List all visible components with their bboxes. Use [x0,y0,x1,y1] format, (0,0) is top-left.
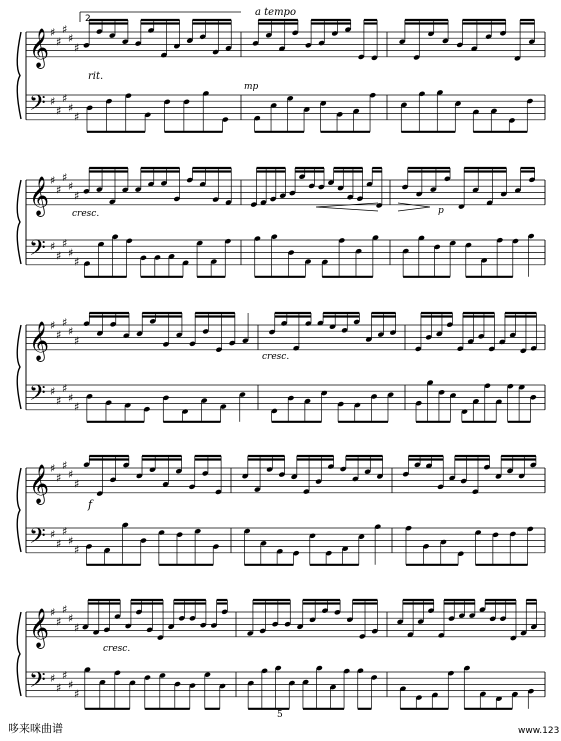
bass-staff [26,668,545,701]
sharp-sign: ♯ [62,458,68,472]
sharp-sign: ♯ [56,471,62,485]
rit-marking: rit. [88,71,104,82]
sharp-sign: ♯ [68,391,74,405]
sharp-sign: ♯ [68,468,74,482]
sharp-sign: ♯ [62,22,68,36]
bass-clef: 𝄢 [29,381,46,411]
sharp-sign: ♯ [74,477,80,491]
sharp-sign: ♯ [68,180,74,194]
f-dynamic: f [88,498,93,511]
brace [17,32,21,119]
treble-clef: 𝄞 [29,321,50,361]
sharp-sign: ♯ [74,189,80,203]
treble-clef: 𝄞 [29,464,50,504]
sharp-sign: ♯ [56,537,62,551]
bass-clef: 𝄢 [29,91,46,121]
sharp-sign: ♯ [56,35,62,49]
sharp-sign: ♯ [50,174,56,187]
mp-dynamic: mp [244,82,259,92]
sharp-sign: ♯ [62,382,68,396]
sharp-sign: ♯ [50,462,56,475]
volta-label: 2. [85,14,94,24]
sharp-sign: ♯ [68,678,74,692]
sharp-sign: ♯ [62,170,68,184]
sharp-sign: ♯ [74,621,80,635]
treble-clef: 𝄞 [29,608,50,648]
sharp-sign: ♯ [50,95,56,109]
sharp-sign: ♯ [74,687,80,701]
sharp-sign: ♯ [68,101,74,115]
sharp-sign: ♯ [50,606,56,619]
system-2 [17,168,545,277]
page-number: 5 [277,710,283,720]
sharp-sign: ♯ [50,385,56,399]
site-url: www.123 [518,726,560,736]
sharp-sign: ♯ [62,669,68,683]
p-dynamic: p [438,206,444,216]
sharp-sign: ♯ [74,400,80,414]
sharp-sign: ♯ [56,615,62,629]
sharp-sign: ♯ [68,32,74,46]
sharp-sign: ♯ [68,246,74,260]
bass-clef: 𝄢 [29,668,46,698]
tempo-marking: a tempo [255,7,296,18]
cresc-marking-2: cresc. [262,352,290,362]
treble-staff [26,23,545,69]
sharp-sign: ♯ [62,315,68,329]
brace [17,612,21,696]
sharp-sign: ♯ [62,602,68,616]
sharp-sign: ♯ [56,681,62,695]
sharp-sign: ♯ [68,612,74,626]
sharp-sign: ♯ [50,672,56,686]
sharp-sign: ♯ [50,26,56,39]
sharp-sign: ♯ [62,92,68,106]
sharp-sign: ♯ [56,183,62,197]
treble-clef: 𝄞 [29,176,50,216]
sharp-sign: ♯ [50,240,56,254]
sharp-sign: ♯ [74,255,80,269]
crescendo-hairpin [316,203,378,211]
sharp-sign: ♯ [56,249,62,263]
brace [17,180,21,264]
diminuendo-hairpin [398,203,430,211]
bass-staff [26,524,545,557]
brace [17,468,21,552]
sharp-sign: ♯ [56,104,62,118]
system-5 [17,600,545,709]
sharp-sign: ♯ [56,394,62,408]
cresc-marking-1: cresc. [72,209,100,219]
sharp-sign: ♯ [50,319,56,332]
sharp-sign: ♯ [74,543,80,557]
sharp-sign: ♯ [50,528,56,542]
sharp-sign: ♯ [62,525,68,539]
sharp-sign: ♯ [74,41,80,55]
treble-clef: 𝄞 [29,28,50,68]
bass-clef: 𝄢 [29,236,46,266]
cresc-marking-3: cresc. [103,644,131,654]
sharp-sign: ♯ [68,325,74,339]
system-4 [17,456,545,565]
sharp-sign: ♯ [74,110,80,124]
site-name: 哆来咪曲谱 [8,722,63,735]
brace [17,325,21,409]
sharp-sign: ♯ [56,328,62,342]
system-3 [17,313,545,422]
treble-staff [26,459,545,505]
bass-staff [26,381,545,414]
bass-staff [26,236,545,269]
sharp-sign: ♯ [62,237,68,251]
bass-staff [26,91,545,124]
bass-clef: 𝄢 [29,524,46,554]
sharp-sign: ♯ [68,534,74,548]
sharp-sign: ♯ [74,334,80,348]
